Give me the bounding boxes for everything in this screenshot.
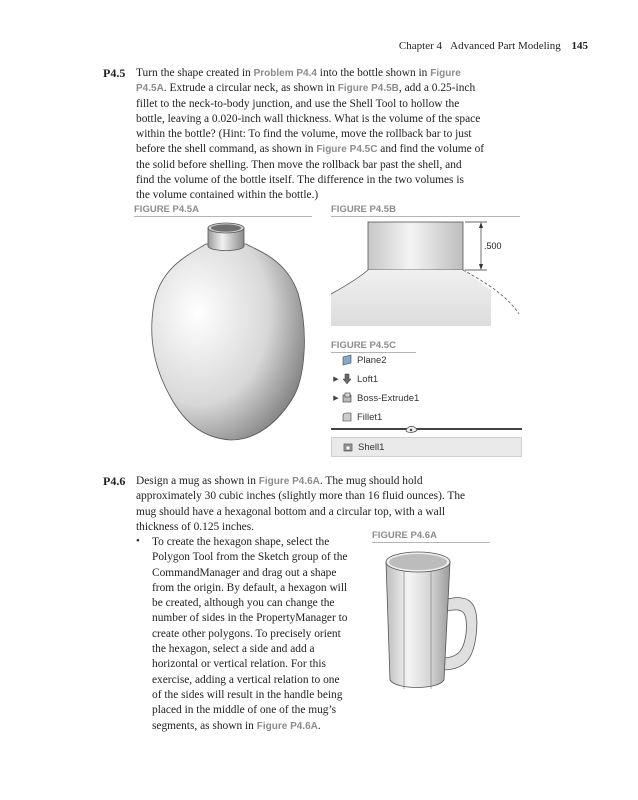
cross-reference-link[interactable]: Figure P4.5C [316, 144, 378, 156]
text-span: into the bottle shown in [316, 67, 431, 79]
text-line [152, 566, 372, 581]
figure-p4-5c-label: FIGURE P4.5C [331, 340, 416, 353]
cross-reference-link[interactable]: Problem P4.4 [253, 68, 317, 79]
text-span: the hexagon, select a side and add a [152, 643, 315, 656]
text-line [136, 489, 536, 504]
tree-item-label: Loft1 [357, 373, 379, 385]
cross-reference-link[interactable]: Figure P4.6A [258, 476, 320, 487]
chapter-label: Chapter 4 [398, 40, 442, 52]
shell-icon [342, 441, 354, 453]
tree-item-shell1[interactable] [331, 437, 522, 457]
text-span: the volume contained within the bottle.) [136, 189, 319, 202]
cross-reference-link[interactable]: P4.5A [136, 83, 164, 95]
text-line [152, 550, 372, 565]
cross-reference-link[interactable]: Figure P4.5B [337, 83, 399, 95]
tree-item-label: Plane2 [357, 354, 387, 366]
text-line [136, 81, 536, 96]
bottle-illustration [146, 218, 311, 444]
chapter-title: Advanced Part Modeling [450, 40, 561, 52]
figure-p4-5a-label: FIGURE P4.5A [134, 204, 312, 217]
figure-p4-5b-label: FIGURE P4.5B [331, 204, 520, 217]
rollback-bar[interactable] [331, 422, 522, 436]
dimension-label: .500 [484, 241, 502, 251]
text-line [136, 142, 536, 157]
text-span: be created, although you can change the [152, 597, 335, 610]
expand-arrow-icon[interactable]: ▶ [333, 376, 339, 383]
text-span: number of sides in the PropertyManager to [152, 612, 348, 625]
text-line [136, 112, 536, 127]
text-line [152, 627, 372, 642]
text-line [152, 688, 372, 703]
running-header [399, 40, 588, 52]
text-span: Turn the shape created in [136, 67, 254, 79]
tree-item-plane2[interactable] [331, 351, 387, 369]
problem-p4-5-id: P4.5 [103, 66, 126, 80]
text-line [136, 188, 536, 203]
text-line [152, 642, 372, 657]
text-span: Design a mug as shown in [136, 475, 259, 487]
neck-detail-illustration [331, 218, 523, 326]
text-line [152, 703, 372, 718]
text-line [152, 719, 372, 734]
text-span: exercise, adding a vertical relation to one [152, 673, 340, 686]
text-span: find the volume of the bottle itself. The difference in the two volumes is [136, 174, 464, 187]
text-line [136, 97, 536, 112]
problem-p4-6-text [136, 474, 536, 535]
bullet-text [152, 535, 372, 734]
tree-item-boss-extrude1[interactable] [331, 389, 419, 407]
text-line [152, 611, 372, 626]
text-span: within the bottle? (Hint: To find the volume, move the rollback bar to just [136, 128, 472, 141]
text-span: To create the hexagon shape, select the [152, 536, 330, 548]
text-span: fillet to the neck-to-body junction, and use the Shell Tool to hollow the [136, 97, 460, 110]
text-line [152, 673, 372, 688]
expand-arrow-icon[interactable]: ▶ [333, 395, 339, 402]
text-span: thickness of 0.125 inches. [136, 520, 254, 533]
text-line [136, 474, 536, 489]
text-span: bottle, leaving a 0.020-inch wall thickness. What is the volume of the space [136, 112, 481, 125]
cross-reference-link[interactable]: Figure [430, 68, 461, 79]
text-span: of the sides will result in the handle being [152, 688, 343, 701]
text-line [136, 505, 536, 520]
loft-icon [341, 373, 353, 385]
text-line [152, 535, 372, 550]
text-line [152, 596, 372, 611]
text-line [136, 158, 536, 173]
text-line [136, 173, 536, 188]
text-span: mug should have a hexagonal bottom and a circular top, with a wall [136, 505, 446, 518]
cross-reference-link[interactable]: Figure P4.6A [256, 720, 318, 732]
text-span: placed in the middle of one of the mug’s [152, 704, 337, 717]
text-line [152, 657, 372, 672]
text-span: . [317, 719, 321, 732]
text-span: before the shell command, as shown in [136, 143, 317, 156]
plane-icon [341, 354, 353, 366]
text-span: horizontal or vertical relation. For this [152, 658, 326, 671]
problem-p4-6-id: P4.6 [103, 474, 126, 488]
figure-p4-6a-label: FIGURE P4.6A [372, 530, 490, 543]
extrude-icon [341, 392, 353, 404]
feature-tree [331, 351, 522, 467]
text-span: from the origin. By default, a hexagon will [152, 581, 348, 594]
text-span: segments, as shown in [152, 719, 257, 732]
text-span: create other polygons. To precisely orient [152, 627, 341, 640]
text-span: CommandManager and drag out a shape [152, 566, 337, 579]
tree-item-label: Fillet1 [357, 411, 383, 423]
text-span: . Extrude a circular neck, as shown in [163, 82, 338, 95]
tree-item-label: Shell1 [358, 441, 385, 453]
text-span: the solid before shelling. Then move the rollback bar past the shell, and [136, 158, 462, 171]
problem-p4-5-text [136, 66, 536, 204]
text-span: and find the volume of [377, 143, 485, 156]
mug-illustration [376, 548, 492, 696]
text-span: . The mug should hold [319, 475, 423, 487]
page-number: 145 [571, 40, 588, 52]
text-span: , add a 0.25-inch [398, 82, 476, 95]
text-line [152, 581, 372, 596]
bullet-marker: • [136, 535, 140, 547]
text-line [136, 66, 536, 81]
tree-item-label: Boss-Extrude1 [357, 392, 420, 404]
text-span: approximately 30 cubic inches (slightly more than 16 fluid ounces). The [136, 490, 466, 503]
text-span: Polygon Tool from the Sketch group of the [152, 551, 348, 564]
text-line [136, 127, 536, 142]
tree-item-loft1[interactable] [331, 370, 378, 388]
